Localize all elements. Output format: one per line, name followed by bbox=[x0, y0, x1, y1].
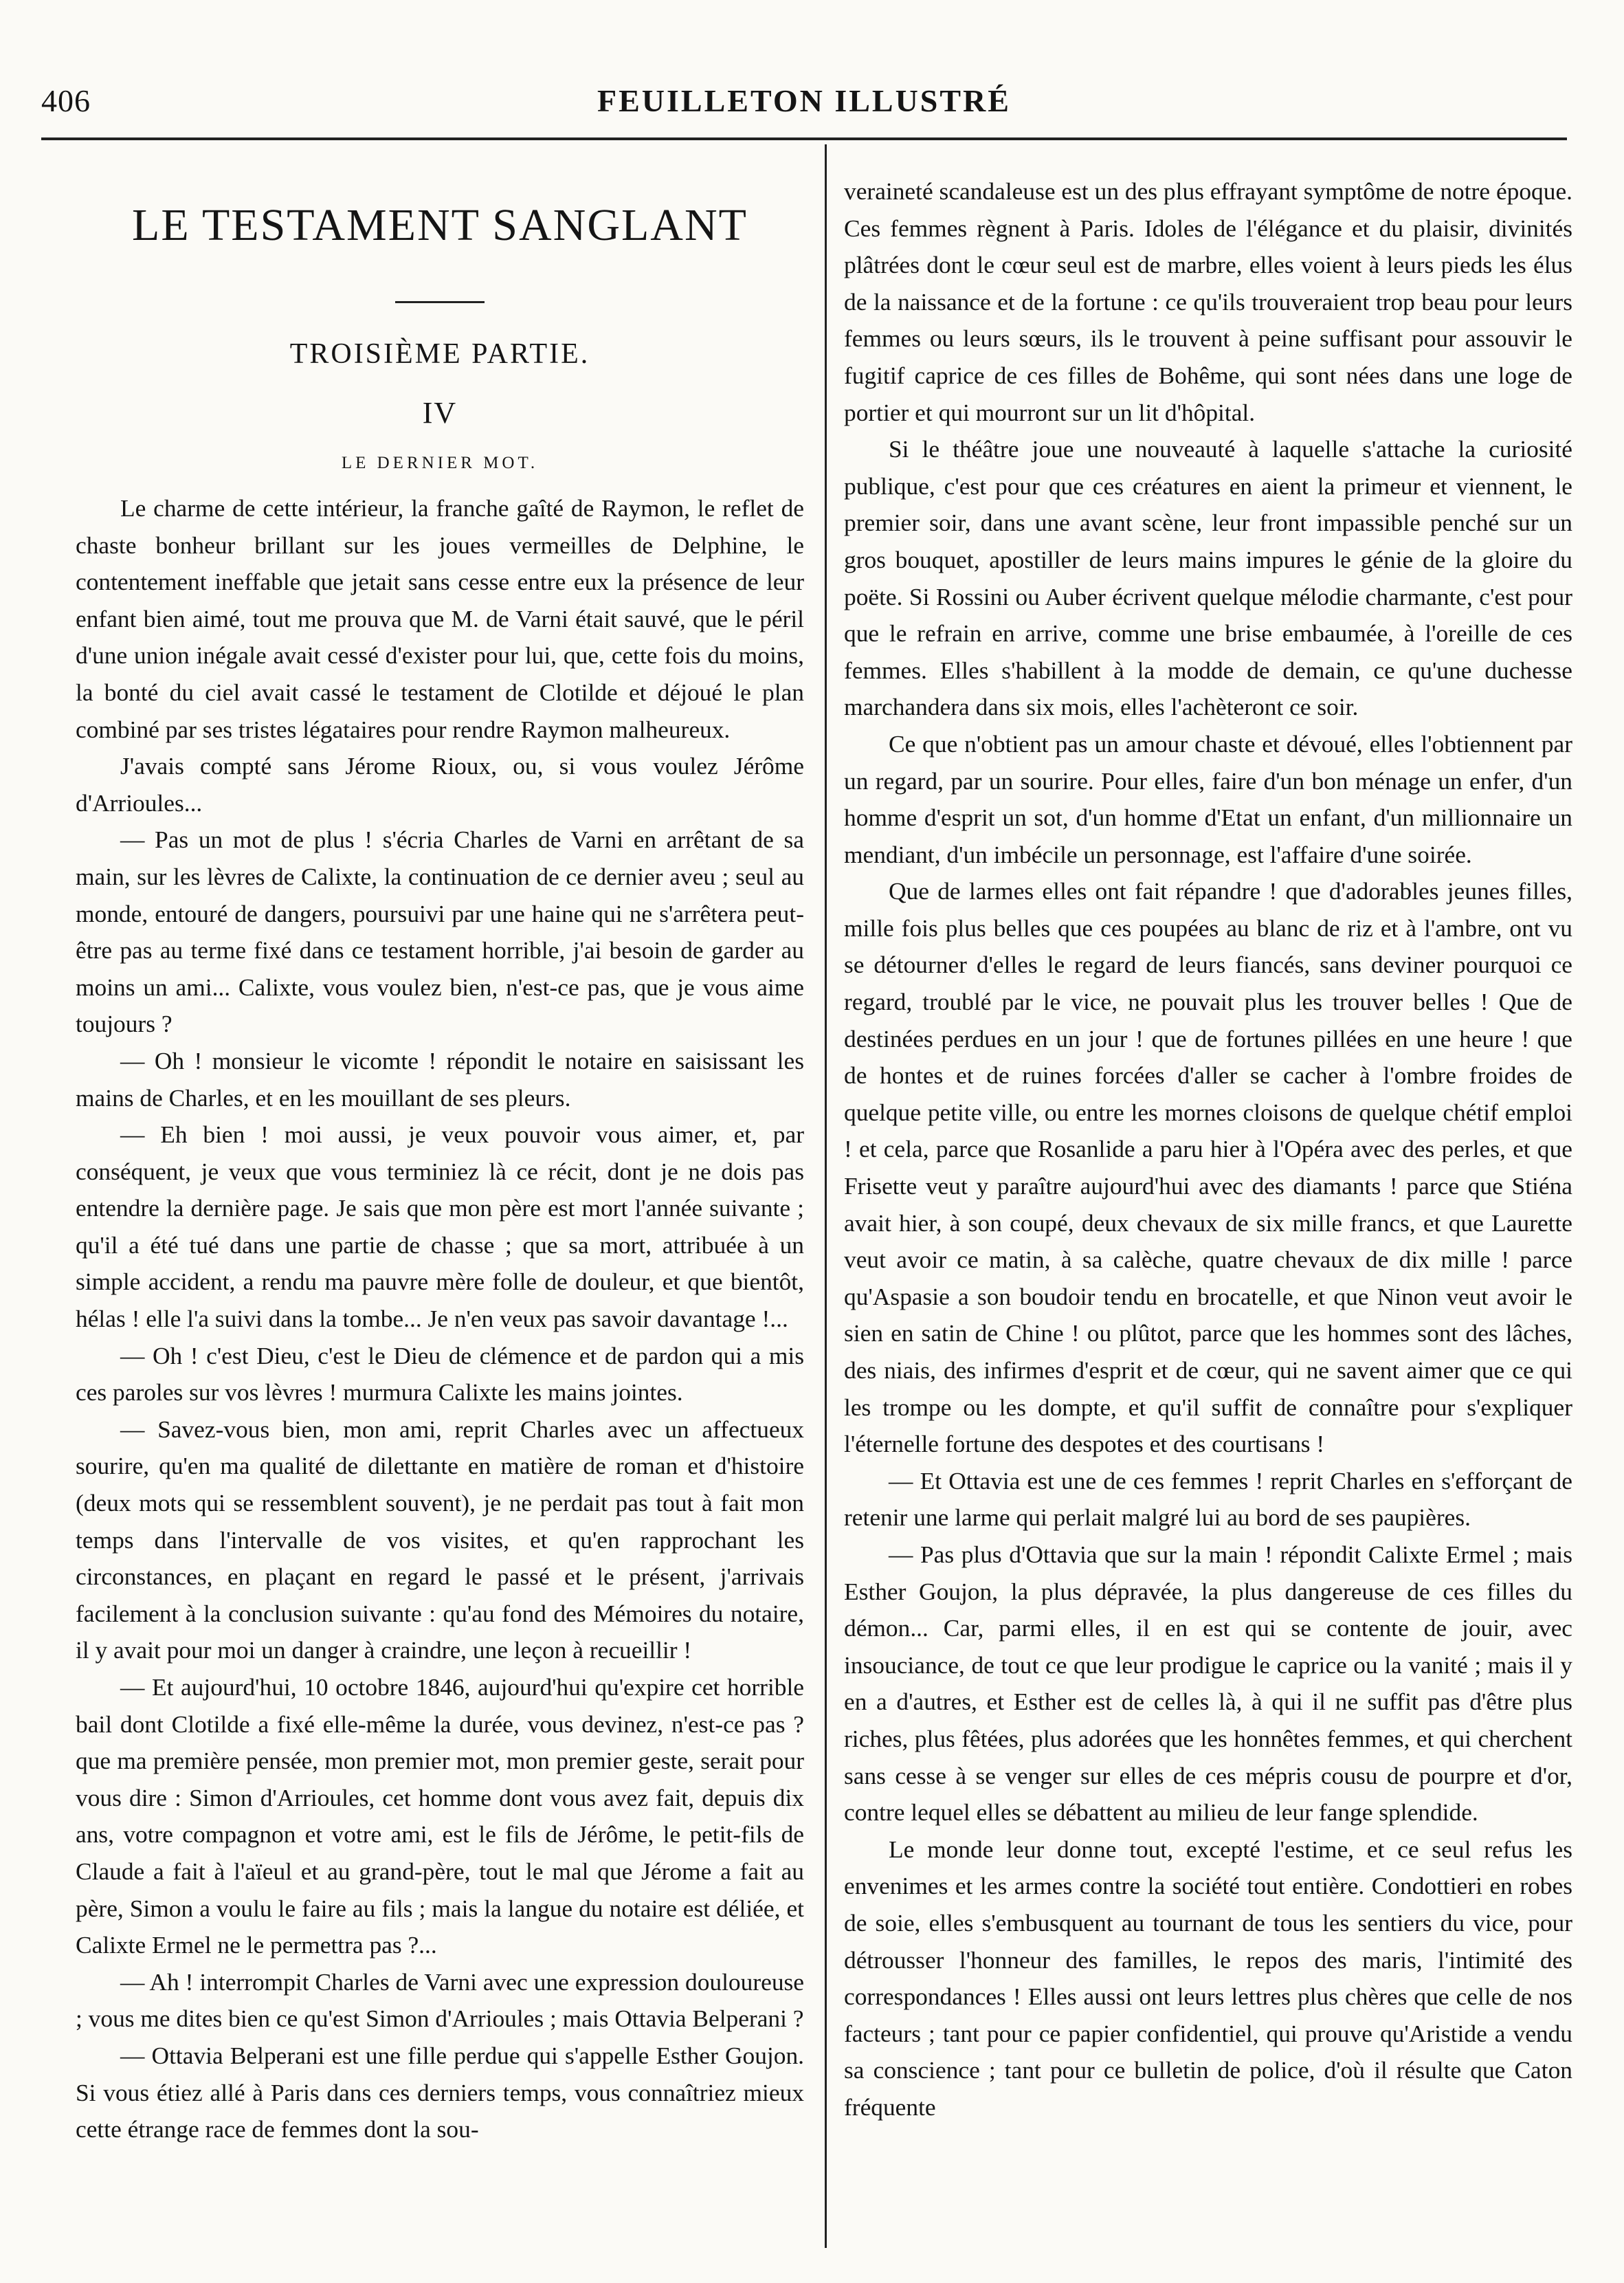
paragraph: Le monde leur donne tout, excepté l'estime, et ce seul refus les envenimes et les armes contre la société tout entière. Condottieri en robes de soie, elles s'embusquent au tournant de tous les sentiers du vice, pour détrousser l'honneur des familles, le repos des maris, l'intimité des correspondances ! Elles aussi ont leurs lettres plus chères que celle de nos facteurs ; tant pour ce papier confidentiel, qui prouve qu'Aristide a vendu sa conscience ; tant pour ce bulletin de police, d'où il résulte que Caton fréquente bbox=[844, 1835, 1572, 2121]
paragraph: — Oh ! c'est Dieu, c'est le Dieu de clémence et de pardon qui a mis ces paroles sur vos lèvres ! murmura Calixte les mains jointes. bbox=[76, 1341, 804, 1407]
part-title: TROISIÈME PARTIE. bbox=[289, 338, 590, 370]
paragraph: — Pas plus d'Ottavia que sur la main ! répondit Calixte Ermel ; mais Esther Goujon, la plus dépravée, la plus dangereuse de ces filles du démon... Car, parmi elles, il en est qui se contente de jouir, avec insouciance, de tout ce que leur prodigue le caprice ou la vanité ; mais il y en a d'autres, et Esther est de celles là, à qui il ne suffit pas d'être plus riches, plus fêtées, plus adorées que les honnêtes femmes, et qui cherchent sans cesse à se venger sur elles de ces mépris cousu de pourpre et d'or, contre lequel elles se débattent au milieu de leur fange splendide. bbox=[844, 1540, 1572, 1827]
chapter-number: IV bbox=[422, 396, 458, 430]
paragraph: Le charme de cette intérieur, la franche gaîté de Raymon, le reflet de chaste bonheur brillant sur les joues vermeilles de Delphine, le contentement ineffable que jetait sans cesse entre eux la présence de leur enfant bien aimé, tout me prouva que M. de Varni était sauvé, que le péril d'une union inégale avait cessé d'exister pour lui, que, cette fois du moins, la bonté du ciel avait cassé le testament de Clotilde et déjoué le plan combiné par ses tristes légataires pour rendre Raymon malheureux. bbox=[76, 494, 804, 743]
page-number: 406 bbox=[41, 83, 91, 118]
paragraph: — Et aujourd'hui, 10 octobre 1846, aujourd'hui qu'expire cet horrible bail dont Clotilde a fixé elle-même la durée, vous devinez, n'est-ce pas ? que ma première pensée, mon premier mot, mon premier geste, serait pour vous dire : Simon d'Arrioules, cet homme dont vous avez fait, depuis dix ans, votre compagnon et votre ami, est le fils de Jérôme, le petit-fils de Claude a fait à l'aïeul et au grand-père, tout le mal que Jérome a fait au père, Simon a voulu le faire au fils ; mais la langue du notaire est déliée, et Calixte Ermel ne le permettra pas ?... bbox=[76, 1673, 804, 1959]
column-divider bbox=[825, 144, 827, 2248]
paragraph: — Et Ottavia est une de ces femmes ! reprit Charles en s'efforçant de retenir une larme qui perlait malgré lui au bord de ses paupières. bbox=[844, 1466, 1572, 1532]
title-rule bbox=[395, 301, 485, 303]
story-title: LE TESTAMENT SANGLANT bbox=[132, 200, 748, 250]
paragraph: — Pas un mot de plus ! s'écria Charles de Varni en arrêtant de sa main, sur les lèvres de Calixte, la continuation de ce dernier aveu ; seul au monde, entouré de dangers, poursuivi par une haine qui ne s'arrêtera peut-être pas au terme fixé dans ce testament horrible, j'ai besoin de garder au moins un ami... Calixte, vous voulez bien, n'est-ce pas, que je vous aime toujours ? bbox=[76, 826, 804, 1038]
paragraph: — Savez-vous bien, mon ami, reprit Charles avec un affectueux sourire, qu'en ma qualité de dilettante en matière de roman et d'histoire (deux mots qui se ressemblent souvent), je ne perdait pas tout à fait mon temps dans l'intervalle de vos visites, et qu'en rapprochant les circonstances, en plaçant en regard le passé et le présent, j'arrivais facilement à la conclusion suivante : qu'au fond des Mémoires du notaire, il y avait pour moi un danger à craindre, une leçon à recueillir ! bbox=[76, 1415, 804, 1664]
paragraph: Ce que n'obtient pas un amour chaste et dévoué, elles l'obtiennent par un regard, par un sourire. Pour elles, faire d'un bon ménage un enfer, d'un homme d'esprit un sot, d'un homme d'Etat un enfant, d'un millionnaire un mendiant, d'un imbécile un personnage, est l'affaire d'une soirée. bbox=[844, 729, 1572, 868]
header-rule bbox=[41, 137, 1567, 140]
right-column bbox=[844, 173, 1572, 2270]
running-title: FEUILLETON ILLUSTRÉ bbox=[597, 83, 1011, 118]
paragraph-continued: veraineté scandaleuse est un des plus effrayant symptôme de notre époque. Ces femmes règnent à Paris. Idoles de l'élégance et du plaisir, divinités plâtrées dont le cœur seul est de marbre, elles voient à leurs pieds les élus de la naissance et de la fortune : ce qu'ils trouveraient trop beau pour leurs femmes ou leurs sœurs, ils le trouvent à peine suffisant pour assouvir le fugitif caprice de ces filles de Bohême, qui sont nées dans une loge de portier et qui mourront sur un lit d'hôpital. bbox=[844, 177, 1572, 426]
page-header bbox=[41, 82, 1567, 131]
paragraph: — Oh ! monsieur le vicomte ! répondit le notaire en saisissant les mains de Charles, et en les mouillant de ses pleurs. bbox=[76, 1046, 804, 1112]
paragraph: — Eh bien ! moi aussi, je veux pouvoir vous aimer, et, par conséquent, je veux que vous terminiez là ce récit, dont je ne dois pas entendre la dernière page. Je sais que mon père est mort l'année suivante ; qu'il a été tué dans une partie de chasse ; que sa mort, attribuée à un simple accident, a rendu ma pauvre mère folle de douleur, et que bientôt, hélas ! elle l'a suivi dans la tombe... Je n'en veux pas savoir davantage !... bbox=[76, 1121, 804, 1333]
paragraph: — Ottavia Belperani est une fille perdue qui s'appelle Esther Goujon. Si vous étiez allé à Paris dans ces derniers temps, vous connaîtriez mieux cette étrange race de femmes dont la sou- bbox=[76, 2041, 804, 2143]
paragraph: J'avais compté sans Jérome Rioux, ou, si vous voulez Jérôme d'Arrioules... bbox=[76, 752, 804, 817]
left-column bbox=[76, 165, 804, 2262]
paragraph: Que de larmes elles ont fait répandre ! que d'adorables jeunes filles, mille fois plus belles que ces poupées au blanc de riz et à l'ambre, ont vu se détourner d'elles le regard de leurs fiancés, sans deviner pourquoi ce regard, troublé par le vice, ne pouvait plus les trouver belles ! Que de destinées perdues en un jour ! que de fortunes pillées en une heure ! que de hontes et de ruines forcées d'aller se cacher à l'ombre froides de quelque petite ville, ou entre les mornes cloisons de quelque chétif emploi ! et cela, parce que Rosanlide a paru hier à l'Opéra avec des perles, et que Frisette veut y paraître aujourd'hui avec des diamants ! parce que Stiéna avait hier, à son coupé, deux chevaux de six mille francs, et que Laurette veut avoir ce matin, à sa calèche, quatre chevaux de dix mille ! parce qu'Aspasie a son boudoir tendu en brocatelle, et que Ninon veut avoir le sien en satin de Chine ! ou plûtot, parce que les hommes sont des lâches, des niais, des infirmes d'esprit et de cœur, qui ne savent aimer que ce qui les trompe ou les dompte, et qu'il suffit de connaître pour s'expliquer l'éternelle fortune des despotes et des courtisans ! bbox=[844, 877, 1572, 1458]
chapter-title: LE DERNIER MOT. bbox=[341, 454, 539, 472]
paragraph: Si le théâtre joue une nouveauté à laquelle s'attache la curiosité publique, c'est pour que ces créatures en aient la primeur et viennent, le premier soir, dans une avant scène, leur front impassible penché sur un gros bouquet, apostiller de leurs mains impures le génie de la gloire du poëte. Si Rossini ou Auber écrivent quelque mélodie charmante, c'est pour que le refrain en arrive, comme une brise embaumée, à l'oreille de ces femmes. Elles s'habillent à la modde de demain, ce qu'une duchesse marchandera dans six mois, elles l'achèteront ce soir. bbox=[844, 435, 1572, 721]
paragraph: — Ah ! interrompit Charles de Varni avec une expression douloureuse ; vous me dites bien ce qu'est Simon d'Arrioules ; mais Ottavia Belperani ? bbox=[76, 1967, 804, 2033]
